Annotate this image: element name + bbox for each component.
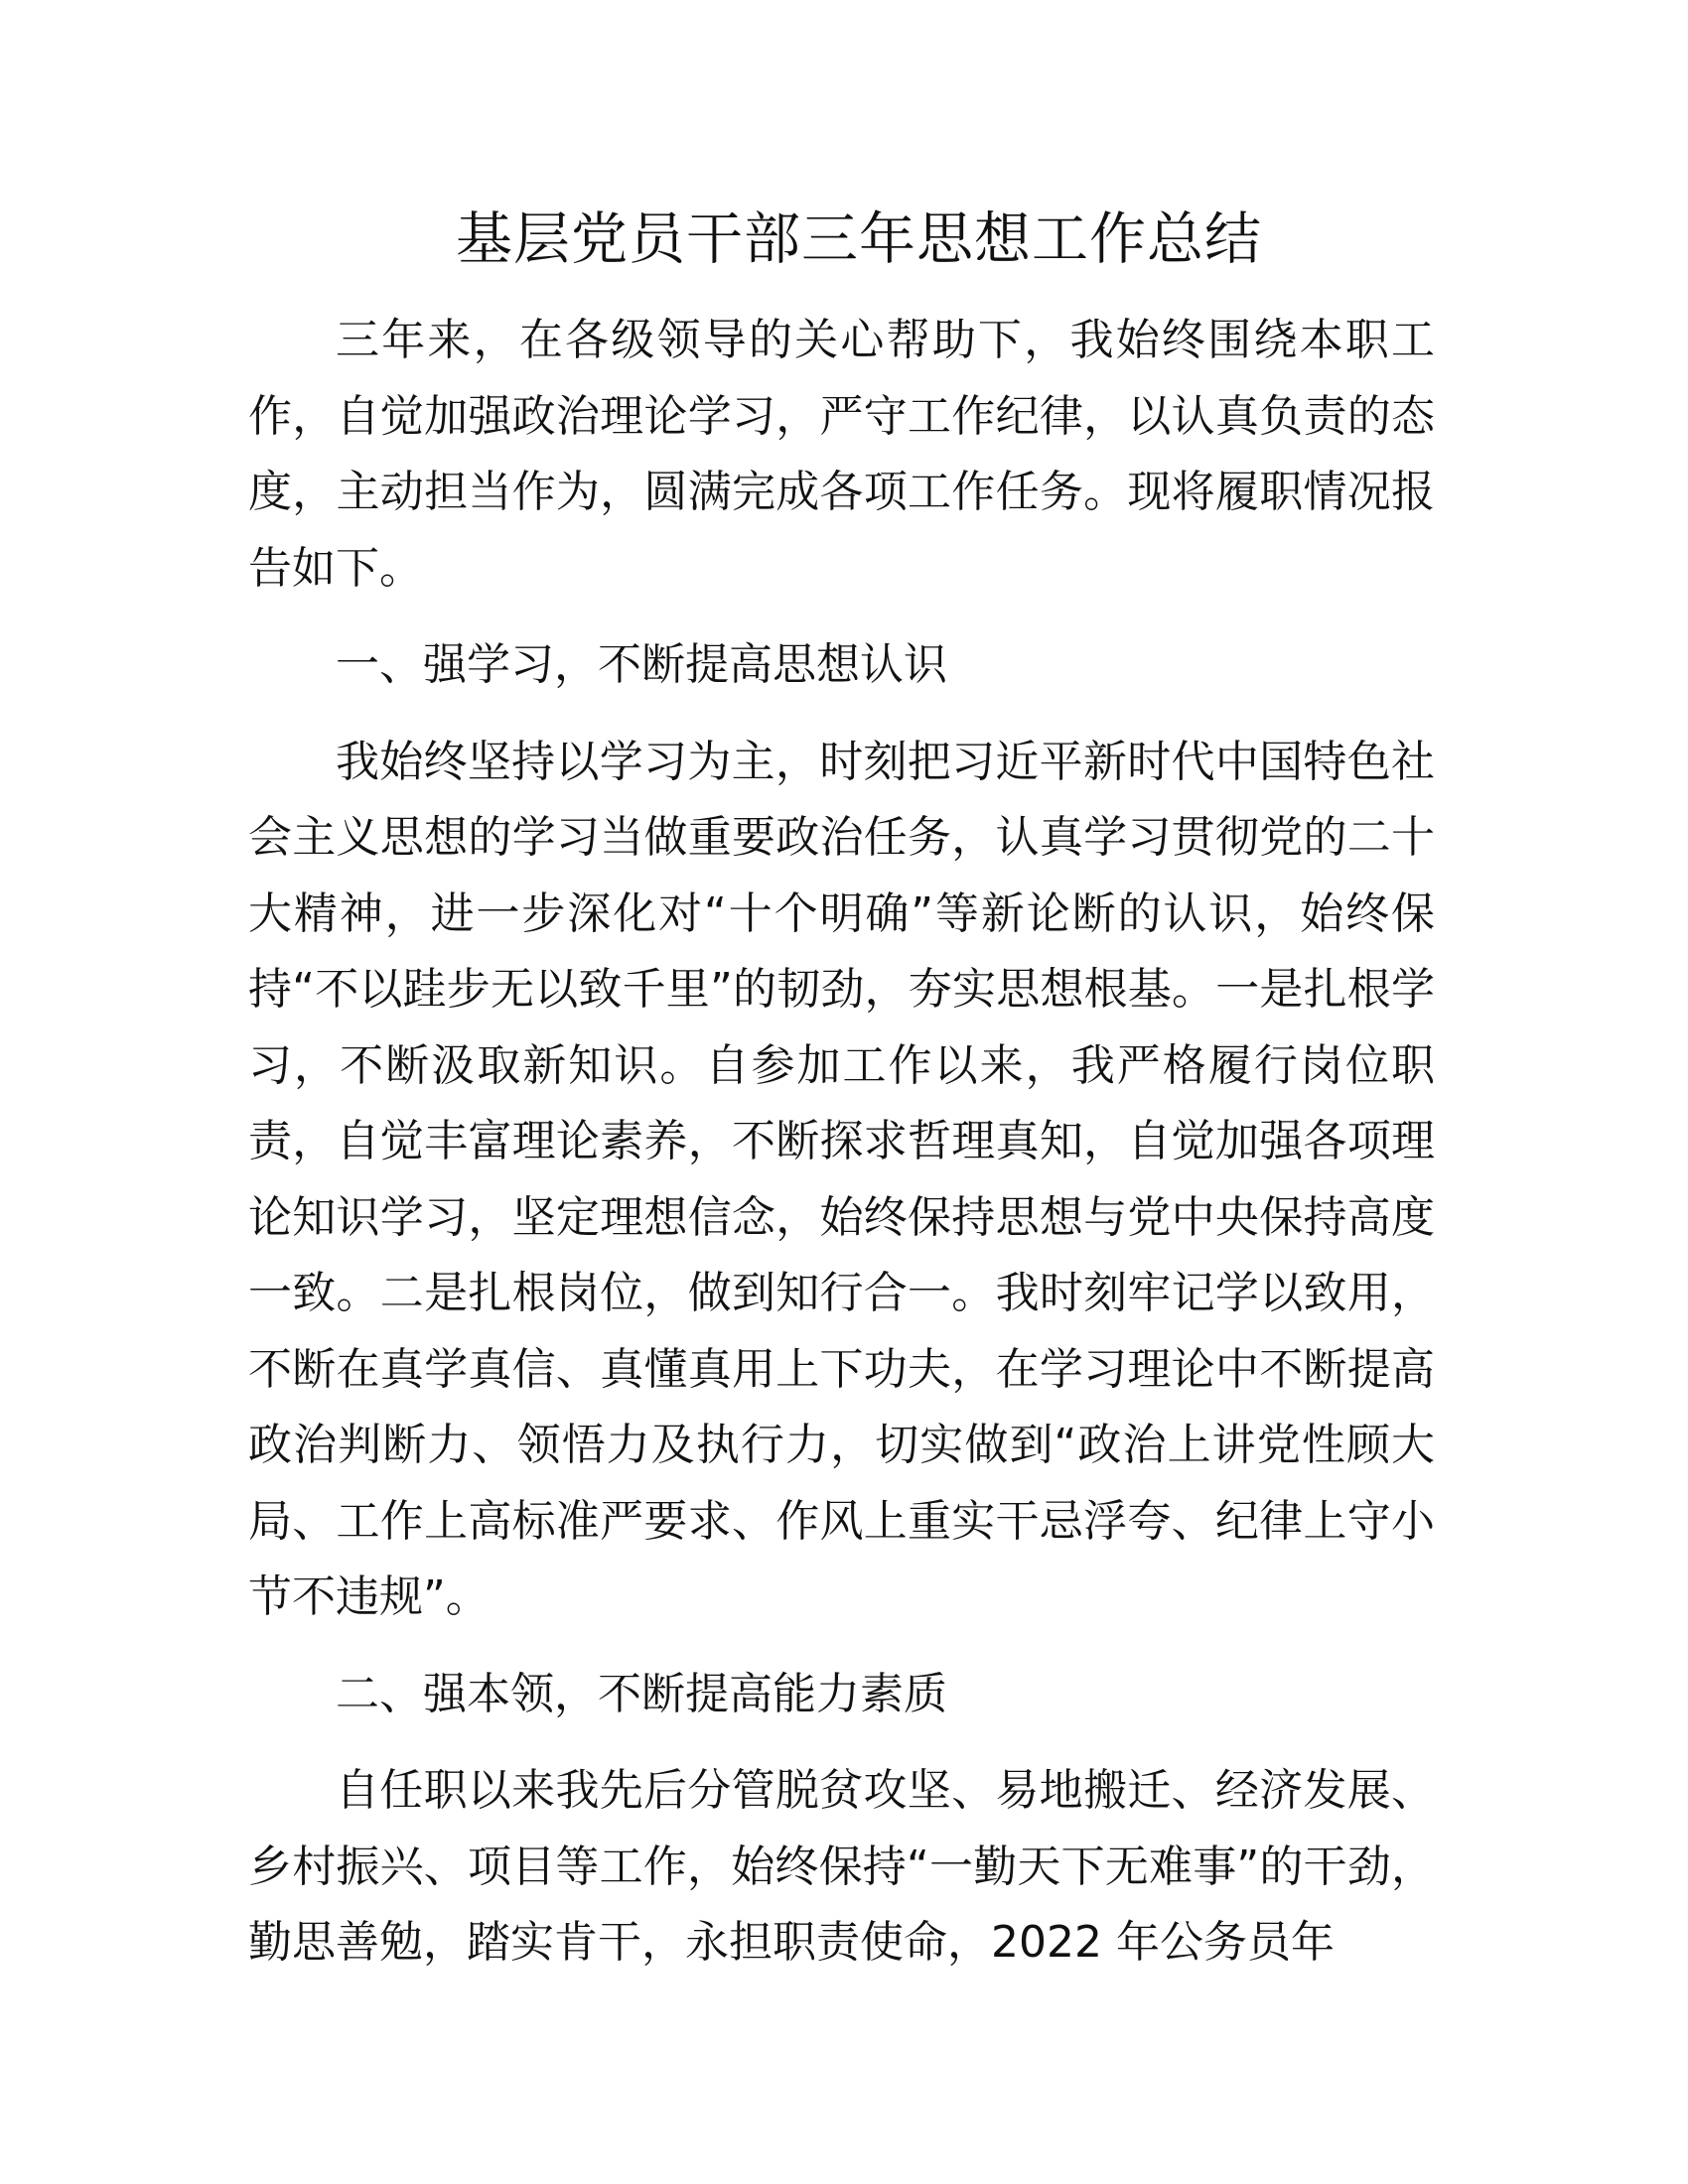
document-title: 基层党员干部三年思想工作总结 — [456, 206, 1262, 272]
section-2-paragraph: 自任职以来我先后分管脱贫攻坚、易地搬迁、经济发展、乡村振兴、项目等工作，始终保持“一勤天下无难事”的干劲，勤思善勉，踏实肯干，永担职责使命，2022 年公务员年 — [248, 1765, 1435, 1968]
section-heading-2: 二、强本领，不断提高能力素质 — [336, 1668, 947, 1719]
document-body — [248, 303, 1435, 1981]
section-heading-1: 一、强学习，不断提高思想认识 — [336, 639, 947, 690]
section-1-paragraph: 我始终坚持以学习为主，时刻把习近平新时代中国特色社会主义思想的学习当做重要政治任务，认真学习贯彻党的二十大精神，进一步深化对“十个明确”等新论断的认识，始终保持“不以跬步无以致千里”的韧劲，夯实思想根基。一是扎根学习，不断汲取新知识。自参加工作以来，我严格履行岗位职责，自觉丰富理论素养，不断探求哲理真知，自觉加强各项理论知识学习，坚定理想信念，始终保持思想与党中央保持高度一致。二是扎根岗位，做到知行合一。我时刻牢记学以致用，不断在真学真信、真懂真用上下功夫，在学习理论中不断提高政治判断力、领悟力及执行力，切实做到“政治上讲党性顾大局、工作上高标准严要求、作风上重实干忌浮夸、纪律上守小节不违规”。 — [248, 736, 1435, 1622]
intro-paragraph: 三年来，在各级领导的关心帮助下，我始终围绕本职工作，自觉加强政治理论学习，严守工作纪律，以认真负责的态度，主动担当作为，圆满完成各项工作任务。现将履职情况报告如下。 — [248, 315, 1435, 594]
